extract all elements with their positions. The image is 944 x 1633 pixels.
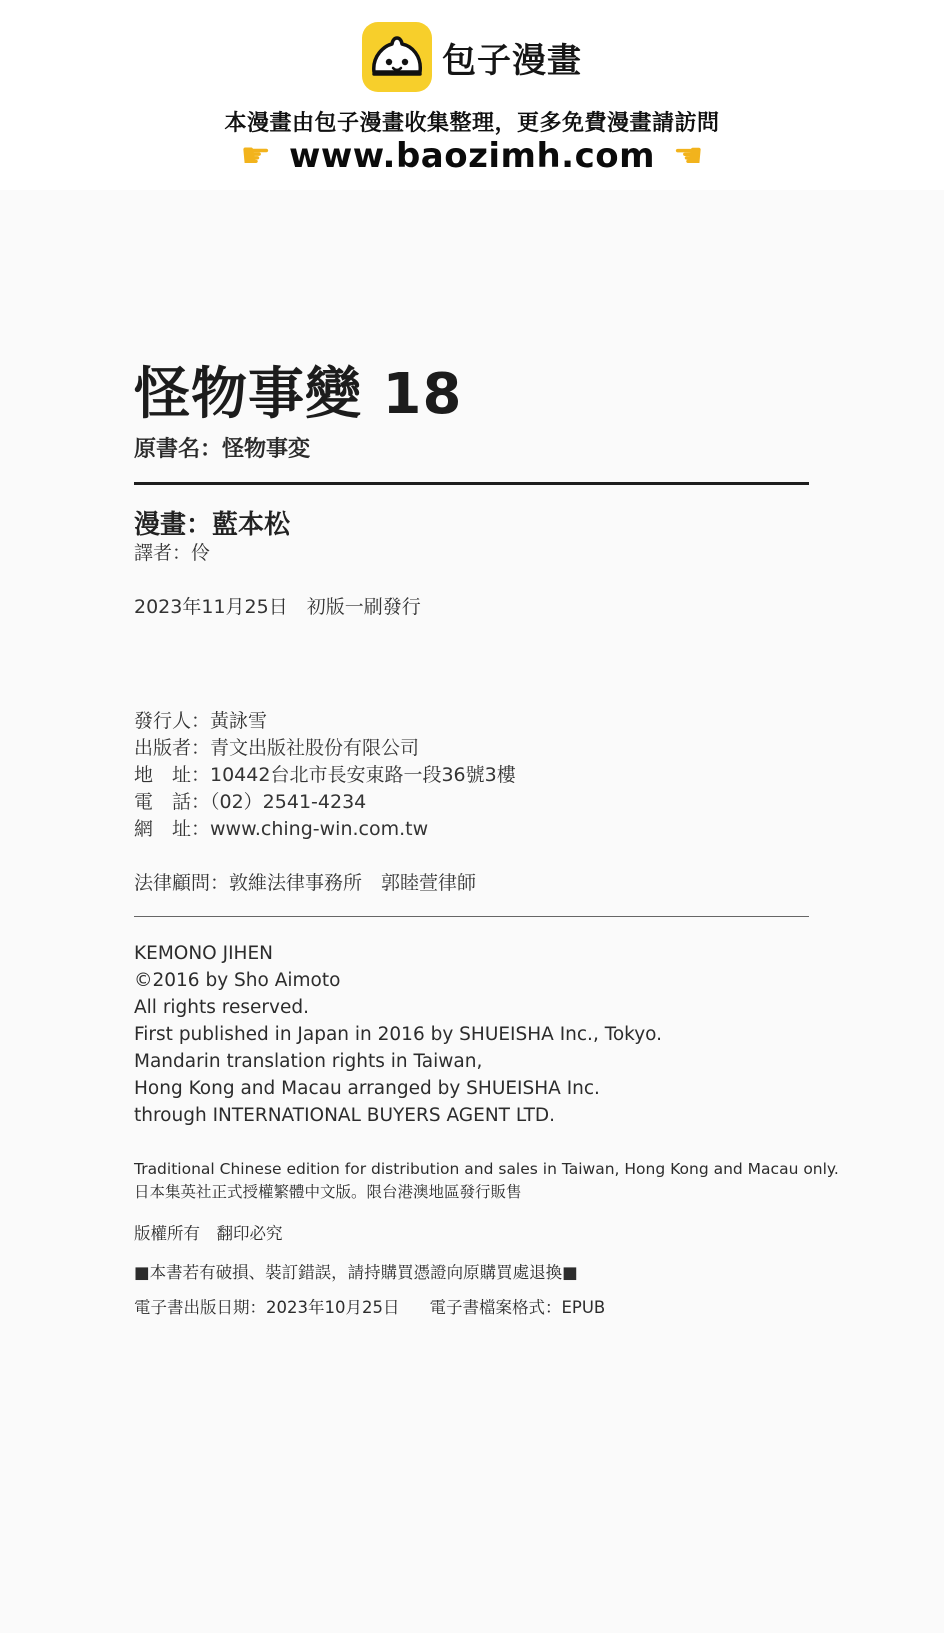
ebook-info: [134, 1294, 605, 1318]
site-banner: [0, 0, 944, 190]
brand-header[interactable]: [0, 22, 944, 92]
english-copyright: [134, 940, 662, 1129]
promo-text: 本漫畫由包子漫畫收集整理，更多免費漫畫請訪問: [224, 111, 720, 136]
publisher-info: [134, 708, 516, 843]
book-title: 怪物事變 18: [134, 362, 463, 427]
brand-name: 包子漫畫: [442, 40, 582, 81]
publication-date: 2023年11月25日 初版一刷發行: [134, 596, 421, 618]
ebook-date: 電子書出版日期：2023年10月25日: [134, 1298, 400, 1317]
ebook-format: 電子書檔案格式：EPUB: [429, 1298, 606, 1317]
distribution-zh: 日本集英社正式授權繁體中文版。限台港澳地區發行販售: [134, 1183, 522, 1201]
publisher-line: 發行人：黃詠雪: [134, 710, 268, 732]
copyright-line: All rights reserved.: [134, 997, 309, 1018]
copyright-line: Hong Kong and Macau arranged by SHUEISHA Inc.: [134, 1078, 600, 1099]
copyright-line: Mandarin translation rights in Taiwan,: [134, 1051, 483, 1072]
artist-credit: 漫畫：藍本松: [134, 510, 291, 540]
pointing-left-hand-icon: ☚: [673, 136, 704, 176]
copyright-line: KEMONO JIHEN: [134, 943, 273, 964]
distribution-en: Traditional Chinese edition for distribution and sales in Taiwan, Hong Kong and Macau only.: [134, 1160, 839, 1178]
publisher-line: 地 址：10442台北市長安東路一段36號3樓: [134, 764, 516, 786]
bun-logo-icon: [362, 22, 432, 92]
pointing-right-hand-icon: ☛: [240, 136, 271, 176]
defect-notice: ■本書若有破損、裝訂錯誤，請持購買憑證向原購買處退換■: [134, 1263, 578, 1282]
section-divider: [134, 916, 809, 917]
copyright-line: ©2016 by Sho Aimoto: [134, 970, 341, 991]
legal-advisor: 法律顧問：敦維法律事務所 郭睦萱律師: [134, 872, 477, 894]
copyright-line: through INTERNATIONAL BUYERS AGENT LTD.: [134, 1105, 556, 1126]
publisher-line: 出版者：青文出版社股份有限公司: [134, 737, 420, 759]
publisher-line: 網 址：www.ching-win.com.tw: [134, 818, 429, 840]
title-divider: [134, 482, 809, 485]
copyright-line: First published in Japan in 2016 by SHUEISHA Inc., Tokyo.: [134, 1024, 663, 1045]
site-url-row[interactable]: [0, 136, 944, 176]
translator-credit: 譯者：伶: [134, 542, 211, 564]
original-title: 原書名：怪物事変: [134, 437, 311, 462]
publisher-line: 電 話：（02）2541-4234: [134, 791, 367, 813]
distribution-notice: [134, 1158, 839, 1204]
rights-reserved: 版權所有 翻印必究: [134, 1224, 283, 1243]
site-url-link[interactable]: www.baozimh.com: [288, 136, 656, 176]
